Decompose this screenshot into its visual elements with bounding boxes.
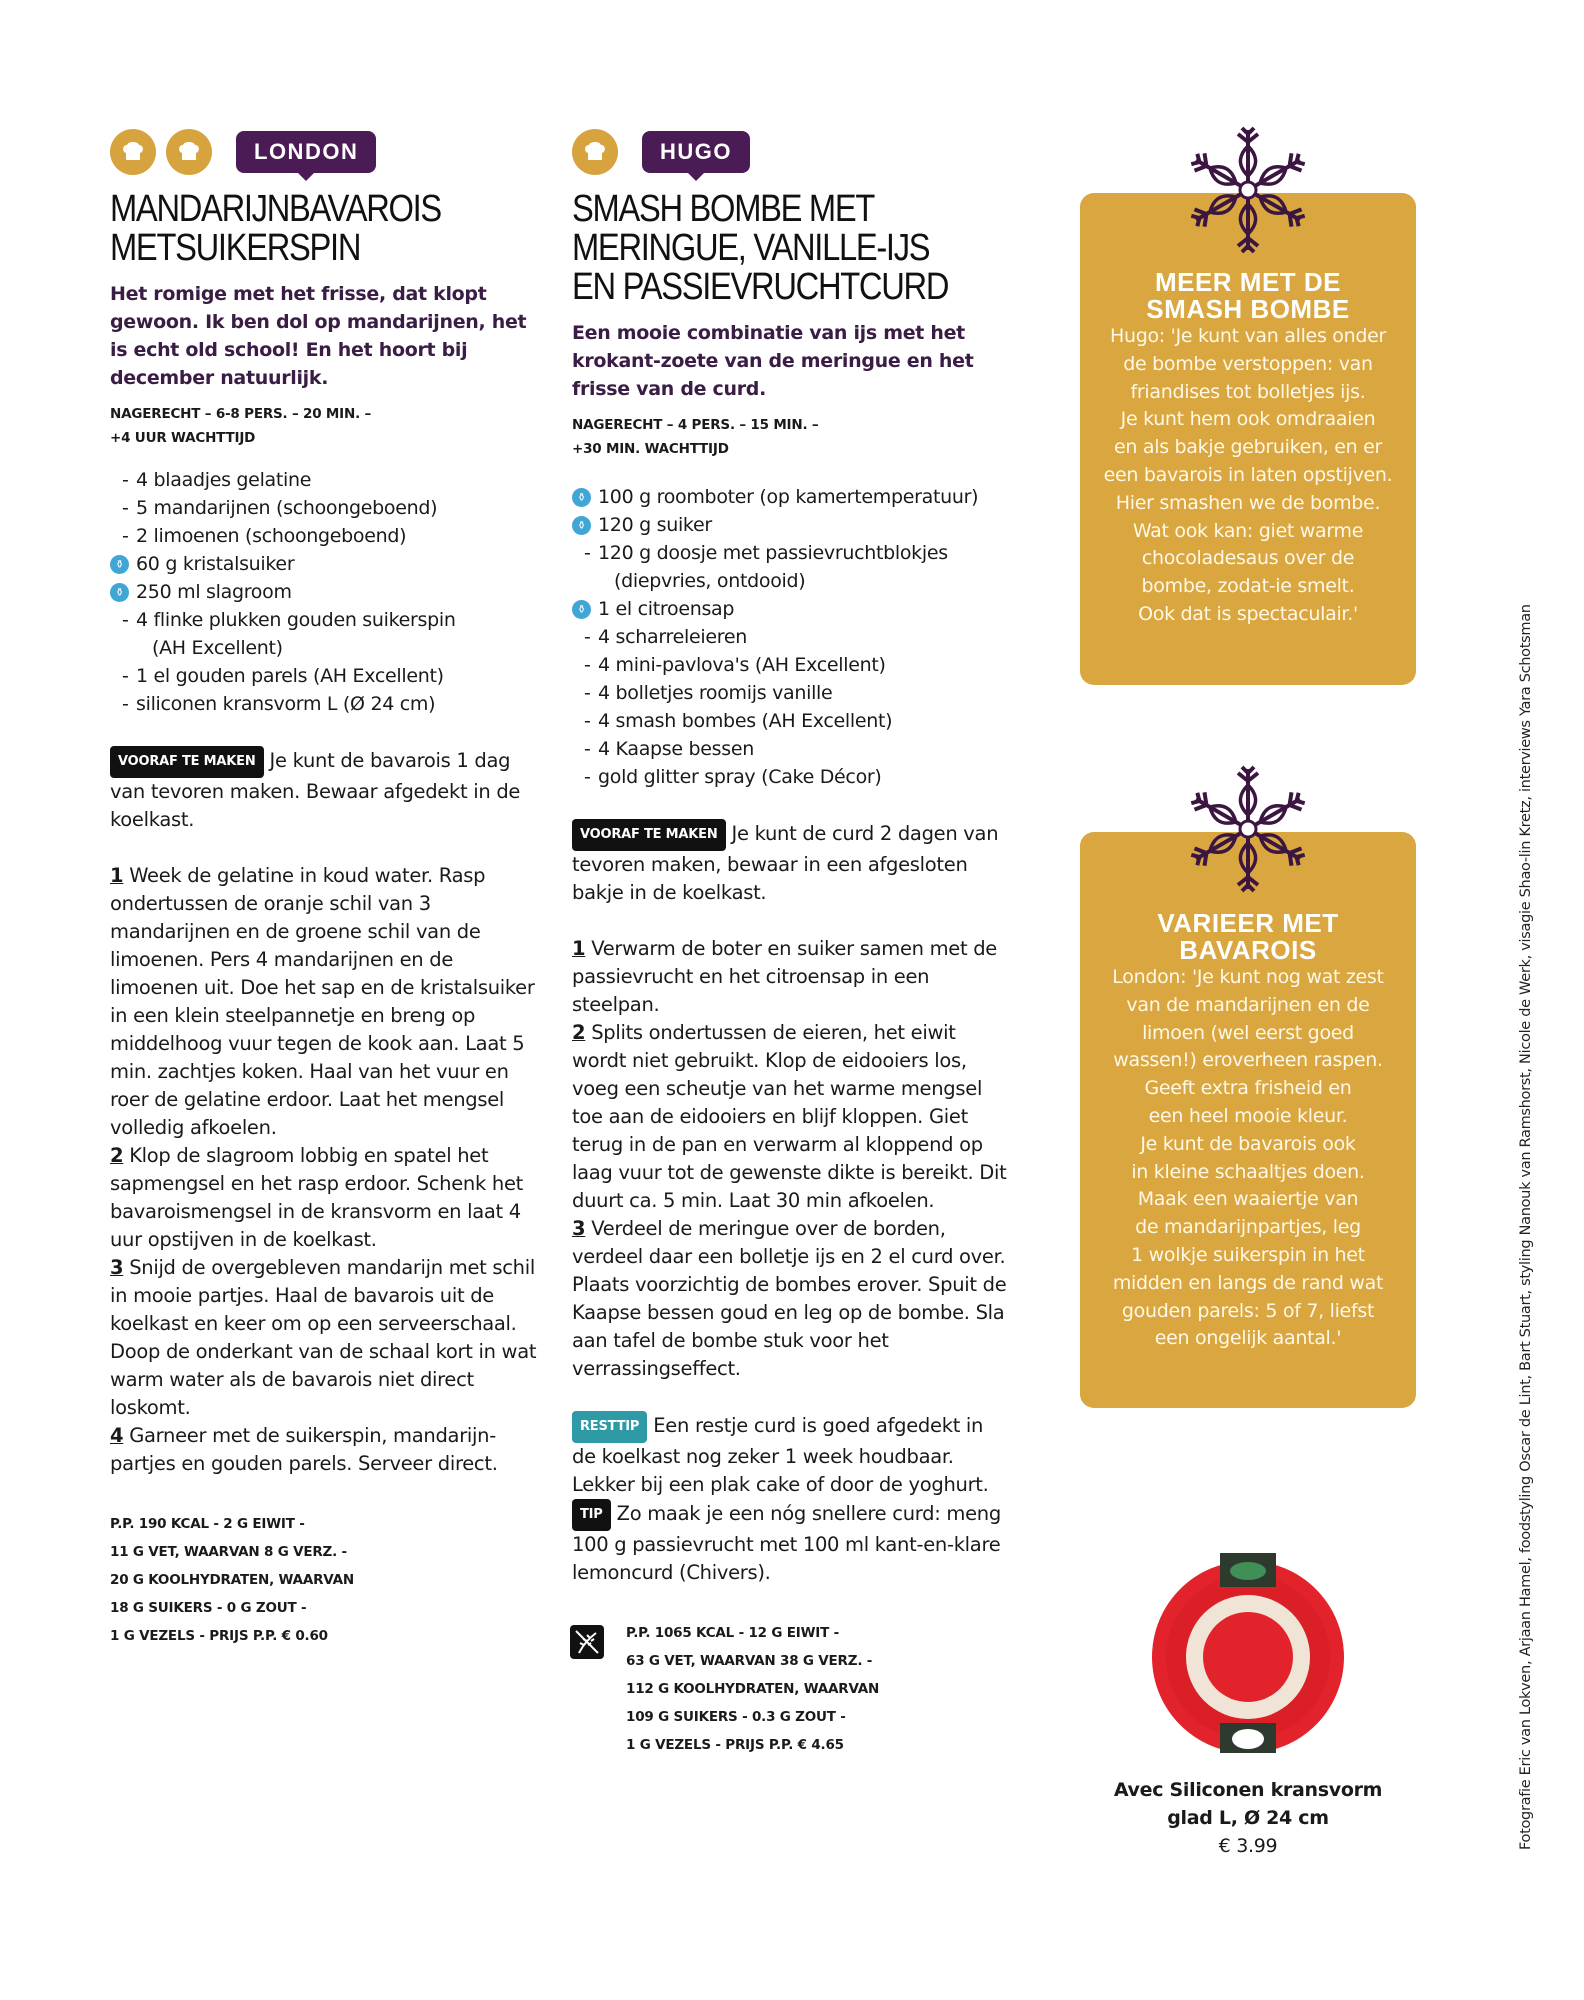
ingredient-item [110,634,540,662]
step-number: 4 [110,1424,124,1447]
ingredient-text: 4 bolletjes roomijs vanille [598,682,833,704]
ingredient-text: 4 flinke plukken gouden suikerspin [136,609,456,631]
recipe-mandarijnbavarois [110,128,540,1650]
step [110,1254,540,1422]
ingredient-text: 120 g suiker [598,514,712,536]
recipe-meta [572,413,1012,461]
step-text: Garneer met de suikerspin, mandarijnpartjes en gouden parels. Serveer direct. [110,1424,498,1475]
ingredient-text: (AH Excellent) [152,637,283,659]
ingredient-item [110,662,540,690]
recipe-header-badges [572,128,1012,176]
freezer-product-icon: ⚱ [110,555,129,574]
rest-tag: RESTTIP [572,1411,647,1443]
ingredient-item [110,550,540,578]
step [572,1215,1012,1383]
ingredient-text: 250 ml slagroom [136,581,292,603]
step-number: 1 [110,864,124,887]
nutrition-block [626,1619,1012,1759]
freezer-product-icon: ⚱ [110,583,129,602]
ingredient-item [110,578,540,606]
ingredient-item [572,595,1012,623]
meta-line: NAGERECHT – 4 PERS. – 15 MIN. – [572,417,819,433]
steps [110,862,540,1478]
meta-line: +4 UUR WACHTTIJD [110,430,256,446]
tip-box-title: MEER MET DE SMASH BOMBE [1146,267,1350,324]
snowflake-icon [1183,764,1313,894]
ingredient-text: 4 Kaapse bessen [598,738,755,760]
step-text: Snijd de overgebleven mandarijn met schil in mooie partjes. Haal de bavarois uit de koelkast en keer om op een serveerschaal. Doop de onderkant van de schaal kort in wat warm water als de bavarois niet direct loskomt. [110,1256,537,1419]
advance-text: Je kunt de curd 2 dagen van tevoren maken, bewaar in een afgesloten bakje in de koelkast. [572,822,999,904]
bullet-dash: - [584,710,591,732]
chef-hat-icon [110,129,156,175]
step-text: Verwarm de boter en suiker samen met de passievrucht en het citroensap in een steelpan. [572,937,998,1016]
advance-tag: VOORAF TE MAKEN [572,819,726,851]
freezer-product-icon: ⚱ [572,600,591,619]
gluten-free-icon [570,1625,604,1659]
recipe-smash-bombe [572,128,1012,1759]
ingredient-item [572,735,1012,763]
ingredient-item [572,651,1012,679]
ingredient-item [572,483,1012,511]
recipe-intro: Het romige met het frisse, dat klopt gewoon. Ik ben dol op mandarijnen, het is echt old school! En het hoort bij december natuurlijk. [110,283,527,389]
tip-box-title: VARIEER MET BAVAROIS [1157,908,1339,965]
step [110,1142,540,1254]
product-name-size: glad L, Ø 24 cm [1167,1807,1329,1829]
step [572,935,1012,1019]
ingredient-text: 2 limoenen (schoongeboend) [136,525,407,547]
step-number: 2 [110,1144,124,1167]
step-text: Splits ondertussen de eieren, het eiwit wordt niet gebruikt. Klop de eidooiers los, voeg een scheutje van het warme mengsel toe aan de eidooiers en blijf kloppen. Giet terug in de pan en verwarm al kloppend op laag vuur tot de gewenste dikte is bereikt. Dit duurt ca. 5 min. Laat 30 min afkoelen. [572,1021,1007,1212]
step-number: 3 [110,1256,124,1279]
bullet-dash: - [122,665,129,687]
step-number: 3 [572,1217,586,1240]
ingredient-text: 1 el citroensap [598,598,735,620]
ingredient-item [110,494,540,522]
ingredient-text: (diepvries, ontdooid) [614,570,806,592]
ingredient-text: gold glitter spray (Cake Décor) [598,766,882,788]
product-caption [1098,1776,1398,1860]
ingredient-text: 1 el gouden parels (AH Excellent) [136,665,444,687]
step [572,1019,1012,1215]
tip-text: Zo maak je een nóg snellere curd: meng 100 g passievrucht met 100 ml kant-en-klare lemoncurd (Chivers). [572,1502,1001,1584]
ingredient-item [572,623,1012,651]
product-price: € 3.99 [1218,1835,1278,1857]
step [110,1422,540,1478]
bullet-dash: - [584,682,591,704]
advance-tag: VOORAF TE MAKEN [110,746,264,778]
tip-box-text: Hugo: 'Je kunt van alles onder de bombe verstoppen: van friandises tot bolletjes ijs. Je kunt hem ook omdraaien en als bakje gebruiken, en er een bavarois in laten opstijven. Hier smashen we de bombe. Wat ook kan: giet warme chocoladesaus over de bombe, zodat-ie smelt. Ook dat is spectaculair.' [1103,325,1393,625]
bullet-dash: - [122,497,129,519]
bullet-dash: - [584,766,591,788]
recipe-header-badges [110,128,540,176]
photo-credits: Fotografie Eric van Lokven, Arjaan Hamel, foodstyling Oscar de Lint, Bart Stuart, styling Nanouk van Ramshorst, Nicole de Werk, visagie Shao-lin Kretz, interviews Yara Schotsman [1518,604,1534,1850]
step [110,862,540,1142]
rest-text: Een restje curd is goed afgedekt in de koelkast nog zeker 1 week houdbaar. Lekker bij een plak cake of door de yoghurt. [572,1414,989,1496]
advance-note [572,819,1012,907]
bullet-dash: - [584,542,591,564]
bullet-dash: - [584,626,591,648]
ingredient-text: 5 mandarijnen (schoongeboend) [136,497,438,519]
product-image-kransvorm [1148,1553,1348,1753]
ingredient-list [572,483,1012,791]
snowflake-icon [1183,125,1313,255]
ingredient-list [110,466,540,718]
ingredient-item [572,511,1012,539]
bullet-dash: - [122,693,129,715]
bullet-dash: - [584,654,591,676]
recipe-title: SMASH BOMBE MET MERINGUE, VANILLE-IJS EN PASSIEVRUCHTCURD [572,188,949,308]
tip-box-text: London: 'Je kunt nog wat zest van de mandarijnen en de limoen (wel eerst goed wassen!) eroverheen raspen. Geeft extra frisheid en een heel mooie kleur. Je kunt de bavarois ook in kleine schaaltjes doen. Maak een waaiertje van de mandarijnpartjes, leg 1 wolkje suikerspin in het midden en langs de rand wat gouden parels: 5 of 7, liefst een ongelijk aantal.' [1112,966,1384,1350]
recipe-meta [110,402,540,450]
ingredient-item [110,690,540,718]
product-name: Avec Siliconen kransvorm [1113,1779,1383,1801]
ingredient-text: 120 g doosje met passievruchtblokjes [598,542,948,564]
ingredient-text: 4 mini-pavlova's (AH Excellent) [598,654,886,676]
step-text: Klop de slagroom lobbig en spatel het sapmengsel en het rasp erdoor. Schenk het bavaroismengsel in de kransvorm en laat 4 uur opstijven in de koelkast. [110,1144,523,1251]
nutrition-info: P.P. 190 KCAL - 2 G EIWIT - 11 G VET, WAARVAN 8 G VERZ. - 20 G KOOLHYDRATEN, WAARVAN 18 G SUIKERS - 0 G ZOUT - 1 G VEZELS - PRIJS P.P. € 0.60 [110,1516,354,1644]
tip-box-smash-bombe [1080,193,1416,685]
advance-note [110,746,540,834]
tip [572,1499,1012,1587]
freezer-product-icon: ⚱ [572,488,591,507]
bullet-dash: - [584,738,591,760]
ingredient-text: 60 g kristalsuiker [136,553,295,575]
bullet-dash: - [122,525,129,547]
step-text: Verdeel de meringue over de borden, verdeel daar een bolletje ijs en 2 el curd over. Plaats voorzichtig de bombes erover. Spuit de Kaapse bessen goud en leg op de bombe. Sla aan tafel de bombe stuk voor het verrassingseffect. [572,1217,1007,1380]
rest-tip [572,1411,1012,1499]
bullet-dash: - [122,609,129,631]
ingredient-text: 4 smash bombes (AH Excellent) [598,710,893,732]
nutrition-info: P.P. 1065 KCAL - 12 G EIWIT - 63 G VET, WAARVAN 38 G VERZ. - 112 G KOOLHYDRATEN, WAARVAN 109 G SUIKERS - 0.3 G ZOUT - 1 G VEZELS - PRIJS P.P. € 4.65 [626,1625,880,1753]
tip-tag: TIP [572,1499,611,1531]
bullet-dash: - [122,469,129,491]
step-number: 1 [572,937,586,960]
ingredient-text: 4 blaadjes gelatine [136,469,312,491]
step-number: 2 [572,1021,586,1044]
ingredient-text: siliconen kransvorm L (Ø 24 cm) [136,693,436,715]
tip-box-bavarois [1080,832,1416,1408]
ingredient-item [110,466,540,494]
recipe-title: MANDARIJNBAVAROIS METSUIKERSPIN [110,188,441,269]
freezer-product-icon: ⚱ [572,516,591,535]
ingredient-item [572,539,1012,567]
advance-text: Je kunt de bavarois 1 dag van tevoren maken. Bewaar afgedekt in de koelkast. [110,749,521,831]
meta-line: NAGERECHT – 6-8 PERS. – 20 MIN. – [110,406,372,422]
ingredient-item [110,606,540,634]
ingredient-item [110,522,540,550]
chef-name-badge: LONDON [236,131,376,173]
recipe-intro: Een mooie combinatie van ijs met het krokant-zoete van de meringue en het frisse van de curd. [572,322,974,400]
chef-name-badge: HUGO [642,131,750,173]
chef-hat-icon [572,129,618,175]
step-text: Week de gelatine in koud water. Rasp ondertussen de oranje schil van 3 mandarijnen en de groene schil van de limoenen. Pers 4 mandarijnen en de limoenen uit. Doe het sap en de kristalsuiker in een klein steelpannetje en breng op middelhoog vuur tegen de kook aan. Laat 5 min. zachtjes koken. Haal van het vuur en roer de gelatine erdoor. Laat het mengsel volledig afkoelen. [110,864,535,1139]
ingredient-item [572,707,1012,735]
meta-line: +30 MIN. WACHTTIJD [572,441,729,457]
ingredient-item [572,679,1012,707]
ingredient-item [572,567,1012,595]
ingredient-text: 4 scharreleieren [598,626,747,648]
ingredient-item [572,763,1012,791]
steps [572,935,1012,1383]
ingredient-text: 100 g roomboter (op kamertemperatuur) [598,486,979,508]
chef-hat-icon [166,129,212,175]
